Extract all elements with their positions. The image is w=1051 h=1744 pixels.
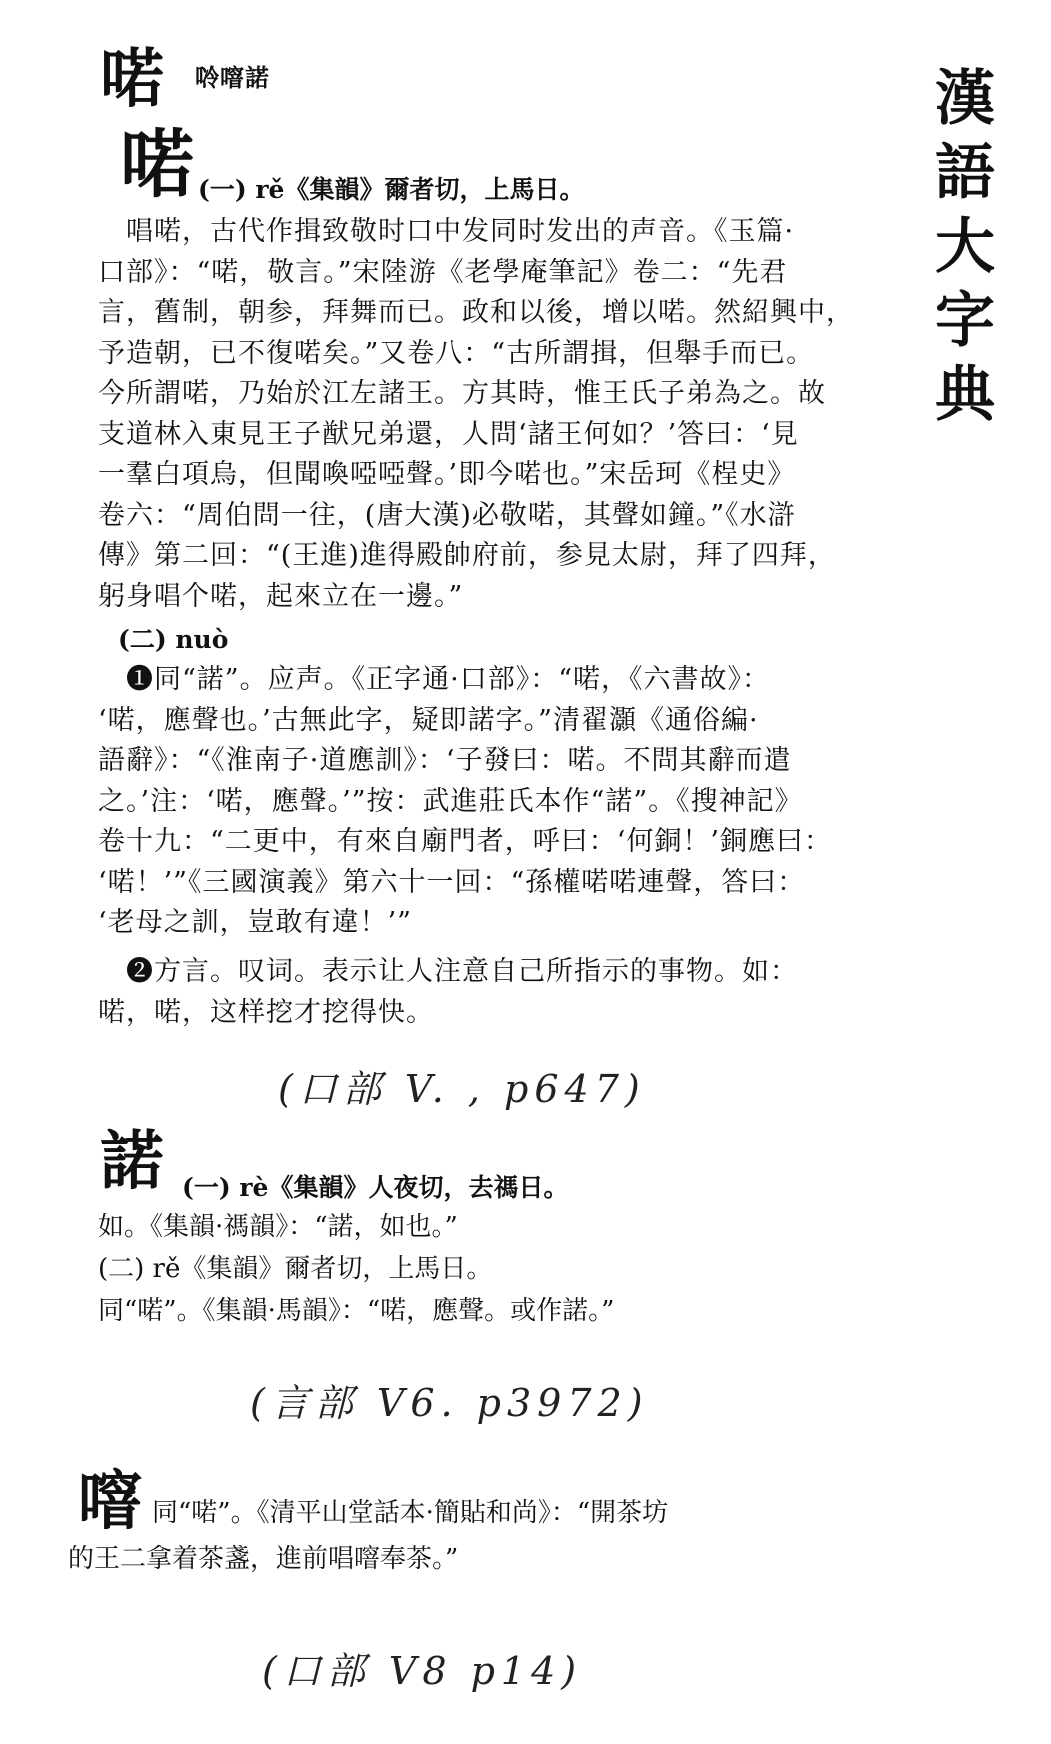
text-line: 唱喏，古代作揖致敬时口中发同时发出的声音。《玉篇· bbox=[126, 216, 795, 247]
entry-headword-2: 諾 bbox=[100, 1124, 164, 1199]
text-line: ❷方言。叹词。表示让人注意自己所指示的事物。如： bbox=[126, 956, 798, 987]
entry1-pronunciation-2: (二) nuò bbox=[118, 625, 229, 654]
text-line: 語辭》：“《淮南子·道應訓》：‘子發曰：喏。不問其辭而遣 bbox=[98, 745, 792, 776]
handwritten-note-2: (言部 V6. p3972) bbox=[250, 1381, 649, 1425]
text-line: ‘老母之訓，豈敢有違！’” bbox=[98, 907, 412, 938]
handwritten-note-1: (口部 V. , p647) bbox=[278, 1067, 646, 1111]
title-char-3: 大 bbox=[935, 212, 995, 282]
entry3-line-1: 同“喏”。《清平山堂話本·簡貼和尚》：“開茶坊 bbox=[152, 1498, 669, 1528]
header-variant-characters: 唥噾諾 bbox=[195, 63, 270, 92]
text-line: 口部》：“喏，敬言。”宋陸游《老學庵筆記》卷二：“先君 bbox=[98, 256, 788, 288]
entry1-definition-3 bbox=[98, 952, 878, 1033]
text-line: 喏，喏，这样挖才挖得快。 bbox=[98, 996, 434, 1028]
title-char-2: 語 bbox=[935, 138, 995, 208]
entry1-pronunciation-1: (一) rě《集韻》爾者切，上馬日。 bbox=[198, 175, 585, 204]
text-line: 卷六：“周伯問一往，(唐大漢)必敬喏，其聲如鐘。”《水滸 bbox=[98, 499, 796, 531]
text-line: 同“喏”。《集韻·馬韻》：“喏，應聲。或作諾。” bbox=[98, 1296, 615, 1326]
text-line: 支道林入東見王子猷兄弟還，人問‘諸王何如？’答曰：‘見 bbox=[98, 418, 799, 450]
entry2-pronunciation-1: (一) rè《集韻》人夜切，去禡日。 bbox=[182, 1173, 569, 1202]
text-line: ‘喏！’”《三國演義》第六十一回：“孫權喏喏連聲，答曰： bbox=[98, 866, 806, 898]
text-line: (二) rě《集韻》爾者切，上馬日。 bbox=[98, 1254, 493, 1284]
entry2-definition bbox=[98, 1206, 878, 1332]
text-line: 今所謂喏，乃始於江左諸王。方其時，惟王氏子弟為之。故 bbox=[98, 378, 826, 409]
header-character: 喏 bbox=[100, 42, 164, 117]
text-line: 之。’注：‘喏，應聲。’”按：武進莊氏本作“諾”。《搜神記》 bbox=[98, 785, 803, 817]
text-line: 言，舊制，朝参，拜舞而已。政和以後，增以喏。然紹興中， bbox=[98, 297, 854, 328]
text-line: 躬身唱个喏，起來立在一邊。” bbox=[98, 580, 464, 612]
entry1-definition-2 bbox=[98, 660, 878, 944]
title-char-1: 漢 bbox=[935, 64, 995, 134]
title-char-5: 典 bbox=[935, 360, 995, 430]
text-line: 予造朝，已不復喏矣。”又卷八：“古所謂揖，但舉手而已。 bbox=[98, 337, 815, 369]
entry1-definition-1 bbox=[98, 212, 878, 617]
entry-headword-3: 噾 bbox=[78, 1464, 142, 1539]
text-line: 卷十九：“二更中，有來自廟門者，呼曰：‘何銅！’銅應曰： bbox=[98, 826, 832, 857]
entry3-line-2: 的王二拿着茶盞，進前唱噾奉茶。” bbox=[68, 1544, 459, 1574]
dictionary-title bbox=[930, 62, 1000, 432]
title-char-4: 字 bbox=[935, 286, 995, 356]
handwritten-note-3: (口部 V8 p14) bbox=[262, 1649, 583, 1693]
text-line: ❶同“諾”。应声。《正字通·口部》：“喏，《六書故》： bbox=[126, 664, 770, 695]
text-line: ‘喏，應聲也。’古無此字，疑即諾字。”清翟灝《通俗編· bbox=[98, 704, 759, 736]
text-line: 一羣白項烏，但聞喚啞啞聲。’即今喏也。”宋岳珂《桯史》 bbox=[98, 459, 796, 490]
text-line: 如。《集韻·禡韻》：“諾，如也。” bbox=[98, 1212, 458, 1242]
entry-headword-1: 喏 bbox=[120, 122, 194, 208]
text-line: 傳》第二回：“(王進)進得殿帥府前，参見太尉，拜了四拜， bbox=[98, 540, 836, 571]
